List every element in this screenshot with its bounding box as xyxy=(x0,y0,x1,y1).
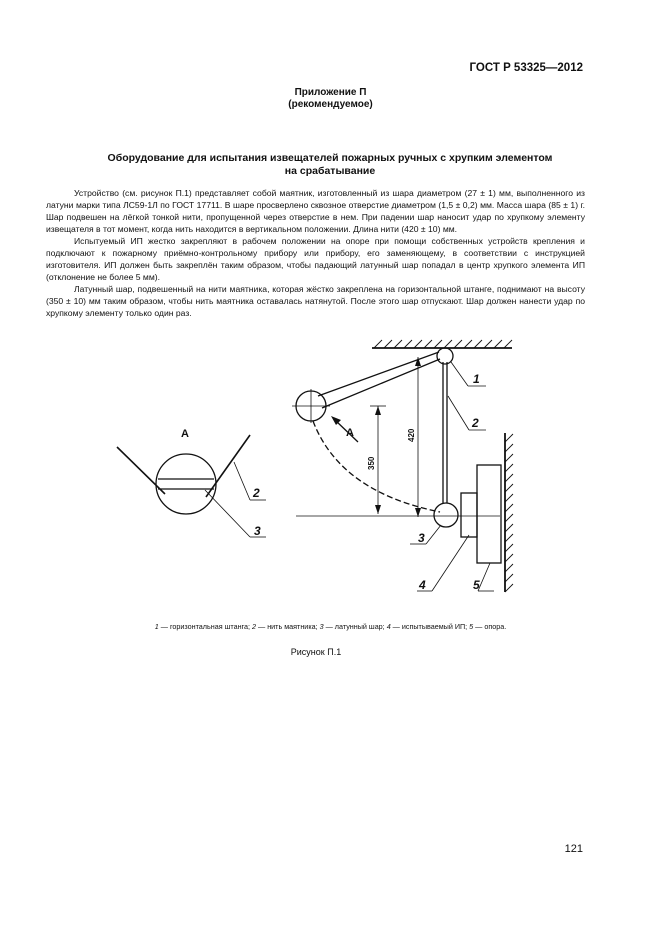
legend-num-1: 1 xyxy=(154,622,159,631)
figure-caption: Рисунок П.1 xyxy=(290,647,342,657)
test-detector xyxy=(461,493,477,537)
dimension-420: 420 xyxy=(407,428,416,442)
callout-2-detail: 2 xyxy=(253,486,260,500)
callout-5: 5 xyxy=(473,578,480,592)
paragraph-2: Испытуемый ИП жестко закрепляют в рабочем положении на опоре при помощи собственных устройств крепления и подключают к пожарному приёмно-контрольному прибору или прибору, его заменяющему, в соответствии с инструкцией изготовителя. ИП должен быть закреплён таким образом, чтобы падающий латунный шар попадал в центр хрупкого элемента ИП (отклонение не более 5 мм). xyxy=(46,236,585,282)
legend-text-5: — опора. xyxy=(473,622,507,631)
section-title-line1: Оборудование для испытания извещателей пожарных ручных с хрупким элементом xyxy=(107,152,553,164)
paragraph-3: Латунный шар, подвешенный на нити маятника, которая жёстко закреплена на горизонтальной штанге, поднимают на высоту (350 ± 10) мм таким образом, чтобы нить маятника оставалась натянутой. После этого шар отпускают. Шар должен нанести удар по хрупкому элементу только один раз. xyxy=(46,284,585,318)
view-label-a: А xyxy=(181,428,189,440)
body-text xyxy=(46,187,585,319)
section-title xyxy=(60,152,600,178)
legend-text-3: — латунный шар; xyxy=(323,622,387,631)
callout-4: 4 xyxy=(419,578,426,592)
legend-num-4: 4 xyxy=(386,622,391,631)
legend-num-2: 2 xyxy=(252,622,257,631)
page-number: 121 xyxy=(564,843,583,855)
figure-legend xyxy=(0,622,661,631)
swing-arc xyxy=(313,421,440,512)
arrow-label-a: А xyxy=(346,427,354,439)
legend-text-1: — горизонтальная штанга; xyxy=(158,622,253,631)
detail-view-circle xyxy=(156,454,216,514)
annex-heading xyxy=(0,87,661,111)
wall-hatching xyxy=(505,434,513,592)
detector-body xyxy=(477,465,501,563)
annex-title: Приложение П xyxy=(294,87,367,98)
paragraph-1: Устройство (см. рисунок П.1) представляет собой маятник, изготовленный из шара диаметром (27 ± 1) мм, выполненного из латуни марки типа ЛС59-1Л по ГОСТ 17711. В шаре просверлено сквозное отверстие диаметром (1,5 ± 0,2) мм. Масса шара (85 ± 1) г. Шар подвешен на лёгкой тонкой нити, пропущенной через отверстие в нем. При падении шар наносит удар по хрупкому элементу извещателя в тот момент, когда нить находится в вертикальном положении. Длина нити (420 ± 10) мм. xyxy=(46,188,585,234)
figure-p1 xyxy=(0,330,661,620)
legend-num-3: 3 xyxy=(319,622,324,631)
section-title-line2: на срабатывание xyxy=(284,165,376,177)
legend-num-5: 5 xyxy=(469,622,474,631)
standard-number: ГОСТ Р 53325—2012 xyxy=(469,62,583,74)
callout-3-detail: 3 xyxy=(254,524,261,538)
annex-subtitle: (рекомендуемое) xyxy=(288,99,373,110)
bar-hatching xyxy=(374,340,512,348)
legend-text-2: — нить маятника; xyxy=(256,622,320,631)
dimension-350: 350 xyxy=(367,456,376,470)
callout-1: 1 xyxy=(473,372,480,386)
brass-ball xyxy=(434,503,458,527)
legend-text-4: — испытываемый ИП; xyxy=(390,622,470,631)
callout-2: 2 xyxy=(472,416,479,430)
callout-3: 3 xyxy=(418,531,425,545)
pendulum-thread-raised xyxy=(318,352,439,396)
pivot xyxy=(437,348,453,364)
